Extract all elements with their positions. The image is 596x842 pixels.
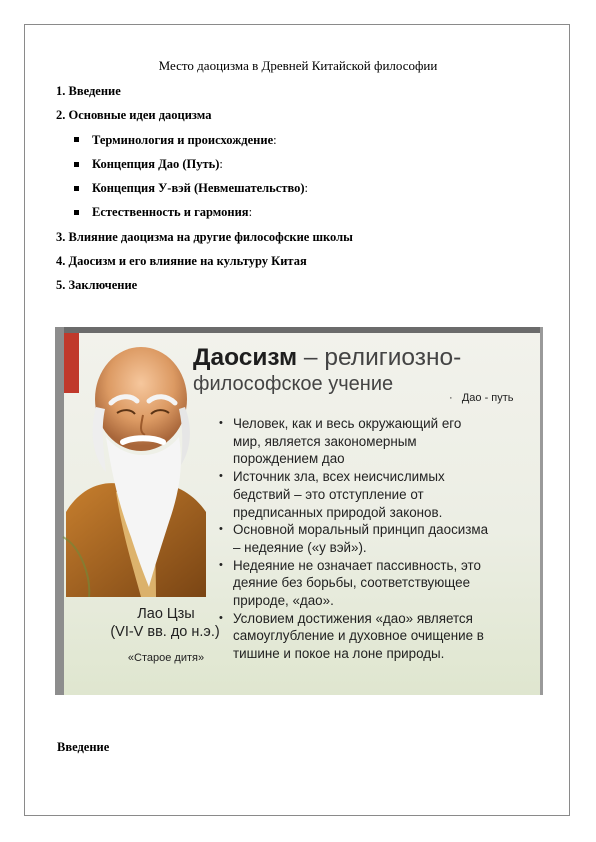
toc-item: 5. Заключение <box>56 278 138 293</box>
lao-tzu-portrait <box>61 337 211 597</box>
slide-title-line2: философское учение <box>193 373 394 395</box>
slide-bullet: • Человек, как и весь окружающий его мир, является закономерным порождением дао <box>217 415 537 468</box>
toc-subitem: Терминология и происхождение: <box>56 128 556 152</box>
bullet-square-icon <box>74 186 79 191</box>
toc-item: 4. Даосизм и его влияние на культуру Китая <box>56 254 307 269</box>
slide-image <box>55 327 543 695</box>
slide-top-bar <box>55 327 543 333</box>
section-heading: Введение <box>57 740 110 754</box>
bullet-square-icon <box>74 210 79 215</box>
slide-bullet: • Основной моральный принцип даосизма – недеяние («у вэй»). <box>217 521 537 556</box>
portrait-caption-epithet: «Старое дитя» <box>127 652 205 664</box>
slide-title: Даосизм – религиозно- <box>193 344 462 371</box>
slide-bullet: • Недеяние не означает пассивность, это деяние без борьбы, соответствующее природе, «дао». <box>217 557 537 610</box>
bullet-square-icon <box>74 162 79 167</box>
portrait-caption-name: Лао Цзы <box>137 606 195 622</box>
toc-item: 3. Влияние даоцизма на другие философские школы <box>56 229 353 244</box>
slide-note: · Дао - путь <box>449 392 514 404</box>
slide-right-bar <box>540 327 543 695</box>
document-title: Место даоцизма в Древней Китайской философии <box>158 58 438 73</box>
slide-bullet-list <box>217 415 537 663</box>
portrait-caption-years: (VI-V вв. до н.э.) <box>110 624 220 640</box>
toc-item: 2. Основные идеи даоцизма <box>56 108 212 123</box>
bullet-square-icon <box>74 137 79 142</box>
slide-bullet: • Условием достижения «дао» является самоуглубление и духовное очищение в тишине и покое на лоне природы. <box>217 610 537 663</box>
slide-bullet: • Источник зла, всех неисчислимых бедствий – это отступление от предписанных природой законов. <box>217 468 537 521</box>
toc-subitem: Естественность и гармония: <box>56 200 556 224</box>
toc-subitem: Концепция Дао (Путь): <box>56 152 556 176</box>
table-of-contents <box>56 79 556 298</box>
toc-item: 1. Введение <box>56 84 121 98</box>
toc-subitem: Концепция У-вэй (Невмешательство): <box>56 176 556 200</box>
